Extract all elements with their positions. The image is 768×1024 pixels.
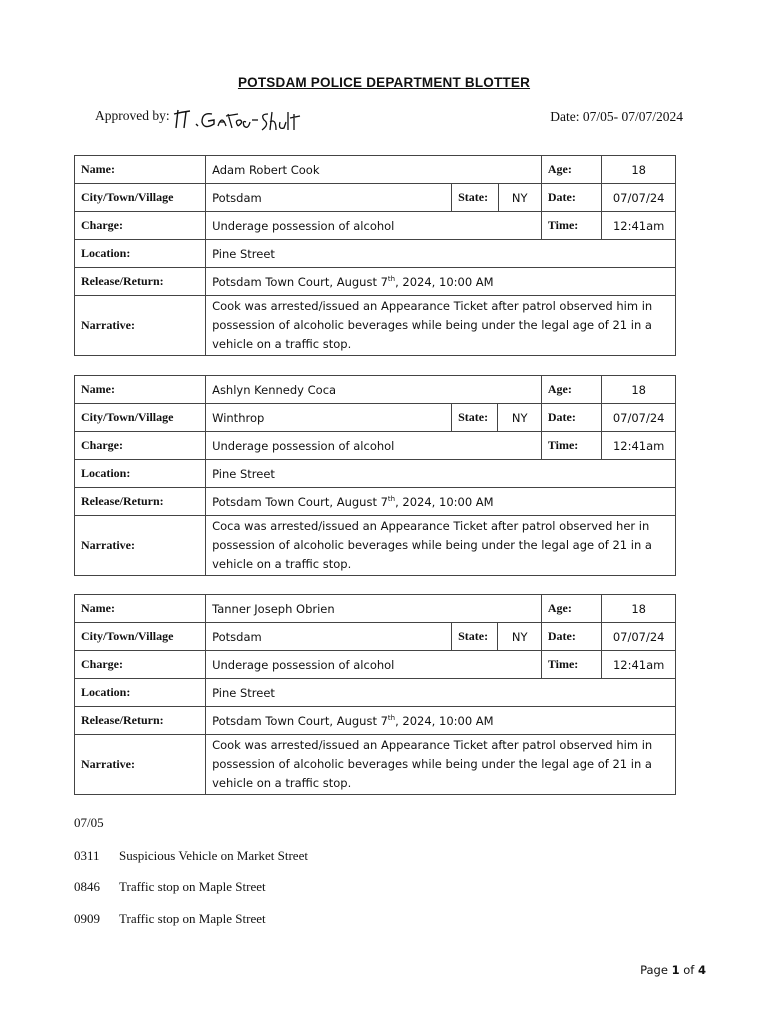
document-title: POTSDAM POLICE DEPARTMENT BLOTTER bbox=[237, 75, 531, 90]
name-value: Adam Robert Cook bbox=[206, 156, 542, 184]
age-label: Age: bbox=[541, 376, 602, 404]
charge-label: Charge: bbox=[75, 651, 206, 679]
charge-value: Underage possession of alcohol bbox=[206, 651, 542, 679]
age-value: 18 bbox=[602, 376, 676, 404]
name-value: Ashlyn Kennedy Coca bbox=[206, 376, 542, 404]
age-value: 18 bbox=[602, 595, 676, 623]
log-entry-text: Traffic stop on Maple Street bbox=[119, 879, 266, 894]
city-value: Winthrop bbox=[206, 404, 452, 432]
state-label: State: bbox=[452, 623, 498, 651]
date-value: 07/07/24 bbox=[602, 623, 676, 651]
narrative-label: Narrative: bbox=[75, 735, 206, 795]
log-entry-time: 0846 bbox=[74, 879, 100, 894]
time-label: Time: bbox=[541, 432, 602, 460]
narrative-label: Narrative: bbox=[75, 296, 206, 356]
charge-value: Underage possession of alcohol bbox=[206, 212, 542, 240]
location-label: Location: bbox=[75, 240, 206, 268]
log-entry-text: Traffic stop on Maple Street bbox=[119, 911, 266, 926]
time-value: 12:41am bbox=[602, 651, 676, 679]
log-entry-time: 0311 bbox=[74, 848, 100, 863]
narrative-value: Coca was arrested/issued an Appearance Ticket after patrol observed her in possession of alcoholic beverages while being under the legal age of 21 in a vehicle on a traffic stop. bbox=[206, 516, 676, 576]
city-label: City/Town/Village bbox=[75, 184, 206, 212]
charge-label: Charge: bbox=[75, 212, 206, 240]
state-value: NY bbox=[498, 404, 541, 432]
release-value: Potsdam Town Court, August 7th, 2024, 10:00 AM bbox=[206, 488, 676, 516]
location-label: Location: bbox=[75, 460, 206, 488]
log-date: 07/05 bbox=[74, 815, 104, 830]
blotter-record bbox=[74, 155, 676, 356]
location-value: Pine Street bbox=[206, 679, 676, 707]
date-label: Date: bbox=[541, 184, 602, 212]
time-label: Time: bbox=[541, 651, 602, 679]
date-value: 07/07/24 bbox=[602, 184, 676, 212]
charge-value: Underage possession of alcohol bbox=[206, 432, 542, 460]
time-value: 12:41am bbox=[602, 432, 676, 460]
log-entry bbox=[74, 911, 266, 927]
state-value: NY bbox=[498, 184, 541, 212]
release-value: Potsdam Town Court, August 7th, 2024, 10:00 AM bbox=[206, 707, 676, 735]
name-label: Name: bbox=[75, 156, 206, 184]
location-label: Location: bbox=[75, 679, 206, 707]
release-value: Potsdam Town Court, August 7th, 2024, 10:00 AM bbox=[206, 268, 676, 296]
age-value: 18 bbox=[602, 156, 676, 184]
page-total: 4 bbox=[697, 963, 706, 977]
approved-by-label: Approved by: bbox=[95, 108, 170, 123]
release-label: Release/Return: bbox=[75, 707, 206, 735]
state-value: NY bbox=[498, 623, 541, 651]
of-word: of bbox=[683, 963, 695, 977]
blotter-record bbox=[74, 594, 676, 795]
name-label: Name: bbox=[75, 595, 206, 623]
city-label: City/Town/Village bbox=[75, 623, 206, 651]
blotter-record bbox=[74, 375, 676, 576]
signature bbox=[172, 102, 302, 136]
name-value: Tanner Joseph Obrien bbox=[206, 595, 542, 623]
page-indicator bbox=[640, 963, 706, 977]
location-value: Pine Street bbox=[206, 240, 676, 268]
page-number: 1 bbox=[671, 963, 680, 977]
city-value: Potsdam bbox=[206, 184, 452, 212]
state-label: State: bbox=[452, 184, 498, 212]
charge-label: Charge: bbox=[75, 432, 206, 460]
city-label: City/Town/Village bbox=[75, 404, 206, 432]
log-entry-text: Suspicious Vehicle on Market Street bbox=[119, 848, 308, 863]
release-label: Release/Return: bbox=[75, 268, 206, 296]
narrative-label: Narrative: bbox=[75, 516, 206, 576]
age-label: Age: bbox=[541, 156, 602, 184]
location-value: Pine Street bbox=[206, 460, 676, 488]
log-entry-time: 0909 bbox=[74, 911, 100, 926]
log-entry bbox=[74, 879, 266, 895]
city-value: Potsdam bbox=[206, 623, 452, 651]
time-label: Time: bbox=[541, 212, 602, 240]
date-range: Date: 07/05- 07/07/2024 bbox=[550, 109, 683, 124]
narrative-value: Cook was arrested/issued an Appearance Ticket after patrol observed him in possession of alcoholic beverages while being under the legal age of 21 in a vehicle on a traffic stop. bbox=[206, 296, 676, 356]
name-label: Name: bbox=[75, 376, 206, 404]
release-label: Release/Return: bbox=[75, 488, 206, 516]
narrative-value: Cook was arrested/issued an Appearance Ticket after patrol observed him in possession of alcoholic beverages while being under the legal age of 21 in a vehicle on a traffic stop. bbox=[206, 735, 676, 795]
time-value: 12:41am bbox=[602, 212, 676, 240]
page-word: Page bbox=[640, 963, 668, 977]
state-label: State: bbox=[452, 404, 498, 432]
log-entry bbox=[74, 848, 308, 864]
age-label: Age: bbox=[541, 595, 602, 623]
date-label: Date: bbox=[541, 623, 602, 651]
date-label: Date: bbox=[541, 404, 602, 432]
date-value: 07/07/24 bbox=[602, 404, 676, 432]
